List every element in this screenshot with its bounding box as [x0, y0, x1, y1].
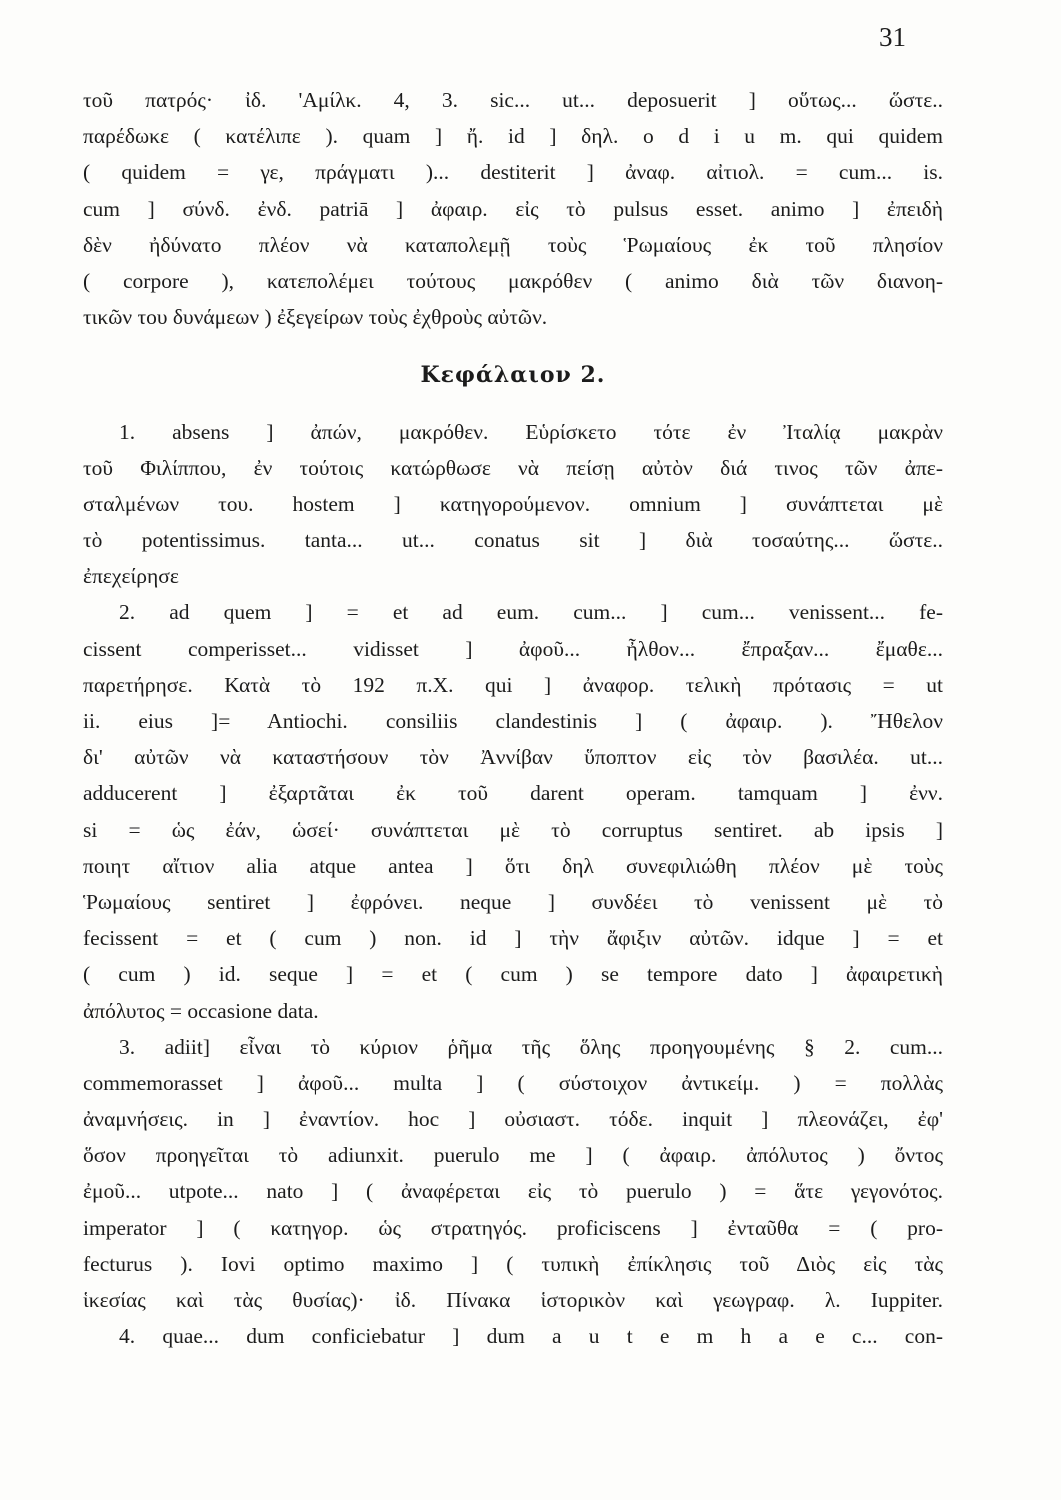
text-line: 1. absens ] ἀπών, μακρόθεν. Εὑρίσκετο τότε ἐν Ἰταλίᾳ μακρὰν [119, 419, 943, 444]
text-line: ἐμοῦ... utpote... nato ] ( ἀναφέρεται εἰς τὸ puerulo ) = ἅτε γεγονότος. [83, 1179, 943, 1204]
text-line: τοῦ πατρός· ἰδ. 'Αμίλκ. 4, 3. sic... ut... deposuerit ] οὕτως... ὥστε.. [83, 88, 943, 112]
text-line: ( corpore ), κατεπολέμει τούτους μακρόθεν ( animo διὰ τῶν διανοη- [83, 268, 943, 293]
text-line: imperator ] ( κατηγορ. ὡς στρατηγός. proficiscens ] ἐνταῦθα = ( pro- [83, 1215, 943, 1240]
text-line: δὲν ἠδύνατο πλέον νὰ καταπολεμῇ τοὺς Ῥωμαίους ἐκ τοῦ πλησίον [83, 232, 943, 257]
text-line: τικῶν του δυνάμεων ) ἐξεγείρων τοὺς ἐχθροὺς αὐτῶν. [83, 305, 548, 330]
text-line: 4. quae... dum conficiebatur ] dum a u t e m h a e c... con- [119, 1324, 943, 1349]
text-line: adducerent ] ἐξαρτᾶται ἐκ τοῦ darent operam. tamquam ] ἐνν. [83, 781, 943, 806]
text-line: παρέδωκε ( κατέλιπε ). quam ] ἤ. id ] δηλ. o d i u m. qui quidem [83, 124, 943, 149]
text-line: Ῥωμαίους sentiret ] ἐφρόνει. neque ] συνδέει τὸ venissent μὲ τὸ [83, 889, 943, 914]
text-line: fecissent = et ( cum ) non. id ] τὴν ἄφιξιν αὐτῶν. idque ] = et [83, 926, 943, 951]
text-line: ὅσον προηγεῖται τὸ adiunxit. puerulo me ] ( ἀφαιρ. ἀπόλυτος ) ὄντος [83, 1143, 943, 1168]
section-2 [83, 594, 943, 1028]
text-line: σταλμένων του. hostem ] κατηγορούμενον. omnium ] συνάπτεται μὲ [83, 491, 943, 516]
section-3 [83, 1029, 943, 1319]
text-line: 2. ad quem ] = et ad eum. cum... ] cum... venissent... fe- [119, 600, 943, 625]
text-line: commemorasset ] ἀφοῦ... multa ] ( σύστοιχον ἀντικείμ. ) = πολλὰς [83, 1070, 943, 1095]
text-line: ἀπόλυτος = occasione data. [83, 998, 319, 1023]
text-line: τοῦ Φιλίππου, ἐν τούτοις κατώρθωσε νὰ πείσῃ αὐτὸν διά τινος τῶν ἀπε- [83, 455, 943, 480]
text-line: cum ] σύνδ. ἐνδ. patriā ] ἀφαιρ. εἰς τὸ pulsus esset. animo ] ἐπειδὴ [83, 196, 943, 221]
text-line: ( cum ) id. seque ] = et ( cum ) se tempore dato ] ἀφαιρετικὴ [83, 962, 943, 987]
chapter-heading: Κεφάλαιον 2. [420, 362, 606, 389]
text-line: ἐπεχείρησε [83, 564, 179, 589]
text-line: si = ὡς ἐάν, ὡσεί· συνάπτεται μὲ τὸ corruptus sentiret. ab ipsis ] [83, 817, 943, 842]
text-line: ( quidem = γε, πράγματι )... destiterit ] ἀναφ. αἰτιολ. = cum... is. [83, 160, 943, 185]
text-line: ἱκεσίας καὶ τὰς θυσίας)· ἰδ. Πίνακα ἱστορικὸν καὶ γεωγραφ. λ. Iuppiter. [83, 1288, 943, 1313]
text-line: τὸ potentissimus. tanta... ut... conatus sit ] διὰ τοσαύτης... ὥστε.. [83, 528, 943, 553]
text-line: 3. adiit] εἶναι τὸ κύριον ῥῆμα τῆς ὅλης προηγουμένης § 2. cum... [119, 1034, 943, 1059]
text-line: cissent comperisset... vidisset ] ἀφοῦ... ἦλθον... ἔπραξαν... ἔμαθε... [83, 636, 943, 661]
text-line: ποιητ αἴτιον alia atque antea ] ὅτι δηλ συνεφιλιώθη πλέον μὲ τοὺς [83, 853, 943, 878]
paragraph-intro [83, 82, 943, 335]
section-4 [83, 1318, 943, 1354]
text-line: δι' αὐτῶν νὰ καταστήσουν τὸν Ἀννίβαν ὕποπτον εἰς τὸν βασιλέα. ut... [83, 745, 943, 770]
page-number: 31 [879, 22, 906, 52]
text-line: ii. eius ]= Antiochi. consiliis clandestinis ] ( ἀφαιρ. ). Ἤθελον [83, 709, 943, 734]
section-1 [83, 414, 943, 595]
text-line: παρετήρησε. Κατὰ τὸ 192 π.Χ. qui ] ἀναφορ. τελικὴ πρότασις = ut [83, 672, 943, 697]
text-line: ἀναμνήσεις. in ] ἐναντίον. hoc ] οὐσιαστ. τόδε. inquit ] πλεονάζει, ἐφ' [83, 1107, 943, 1132]
text-line: fecturus ). Iovi optimo maximo ] ( τυπικὴ ἐπίκλησις τοῦ Διὸς εἰς τὰς [83, 1251, 943, 1276]
body-text [83, 82, 943, 1354]
